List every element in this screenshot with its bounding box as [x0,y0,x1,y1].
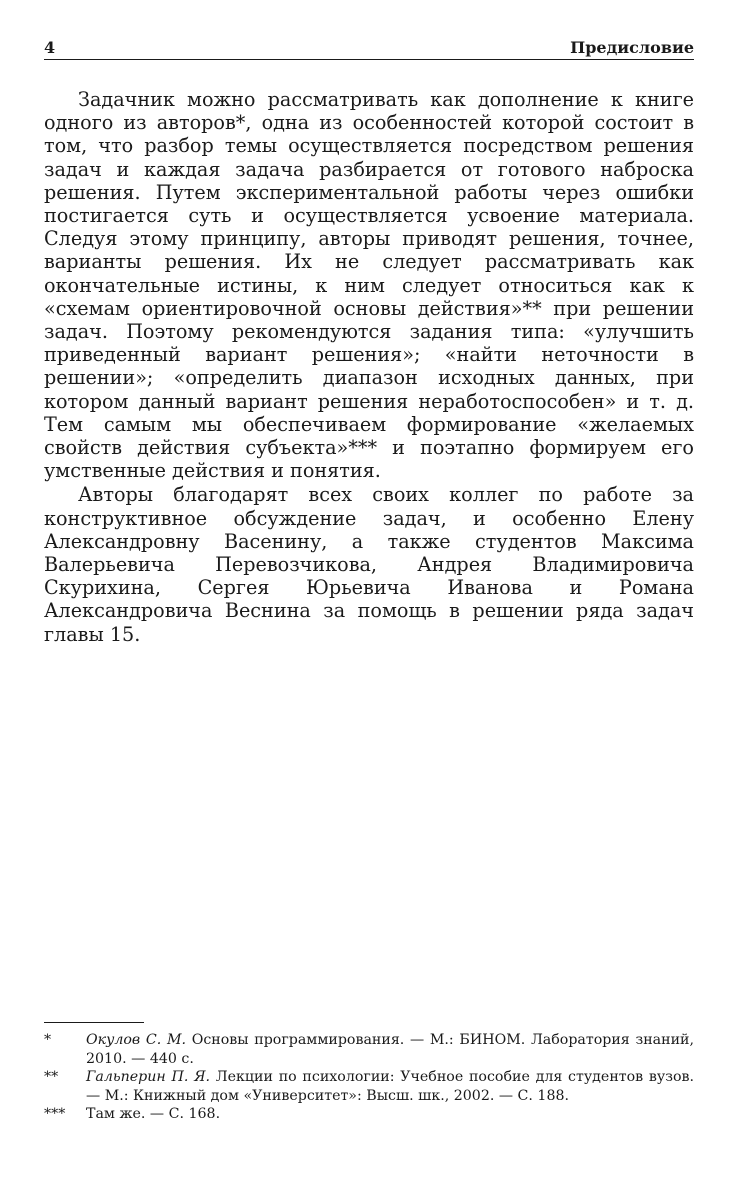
section-title: Предисловие [570,38,694,57]
footnote-mark: *** [44,1106,66,1123]
footnote-2 [44,1068,694,1105]
body-text [44,88,694,646]
footnote-mark: ** [44,1069,59,1086]
page-number: 4 [44,38,56,57]
paragraph-1: Задачник можно рассматривать как дополнение к книге одного из авторов*, одна из особенностей которой состоит в том, что разбор темы осуществляется посредством решения задач и каждая задача разбирается от готового наброска решения. Путем экспериментальной работы через ошибки постигается суть и осуществляется усвоение материала. Следуя этому принципу, авторы приводят решения, точнее, варианты решения. Их не следует рассматривать как окончательные истины, к ним следует относиться как к «схемам ориентировочной основы действия»** при решении задач. Поэтому рекомендуются задания типа: «улучшить приведенный вариант решения»; «найти неточности в решении»; «определить диапазон исходных данных, при котором данный вариант решения неработоспособен» и т. д. Тем самым мы обеспечиваем формирование «желаемых свойств действия субъекта»*** и поэтапно формируем его умственные действия и понятия. [44,88,694,483]
footnote-text [86,1105,694,1124]
header-rule [44,59,694,60]
footnote-3 [44,1105,694,1124]
paragraph-2: Авторы благодарят всех своих коллег по работе за конструктивное обсуждение задач, и особенно Елену Александровну Васенину, а также студентов Максима Валерьевича Перевозчикова, Андрея Владимировича Скурихина, Сергея Юрьевича Иванова и Романа Александровича Веснина за помощь в решении ряда задач главы 15. [44,483,694,646]
footnote-author: Окулов С. М. [86,1032,186,1048]
footnote-text [86,1031,694,1068]
footnote-rule [44,1022,144,1023]
footnote-text [86,1068,694,1105]
footnote-body: Лекции по психологии: Учебное пособие для студентов вузов. — М.: Книжный дом «Университет»: Высш. шк., 2002. — С. 188. [86,1069,695,1104]
footnote-body: Там же. — С. 168. [86,1106,221,1123]
footnote-1 [44,1031,694,1068]
running-header [44,33,694,57]
book-page [44,0,694,1182]
footnotes [44,1031,694,1124]
footnote-body: Основы программирования. — М.: БИНОМ. Лаборатория знаний, 2010. — 440 с. [86,1032,694,1067]
footnote-mark: * [44,1032,52,1048]
footnote-author: Гальперин П. Я. [86,1069,211,1086]
